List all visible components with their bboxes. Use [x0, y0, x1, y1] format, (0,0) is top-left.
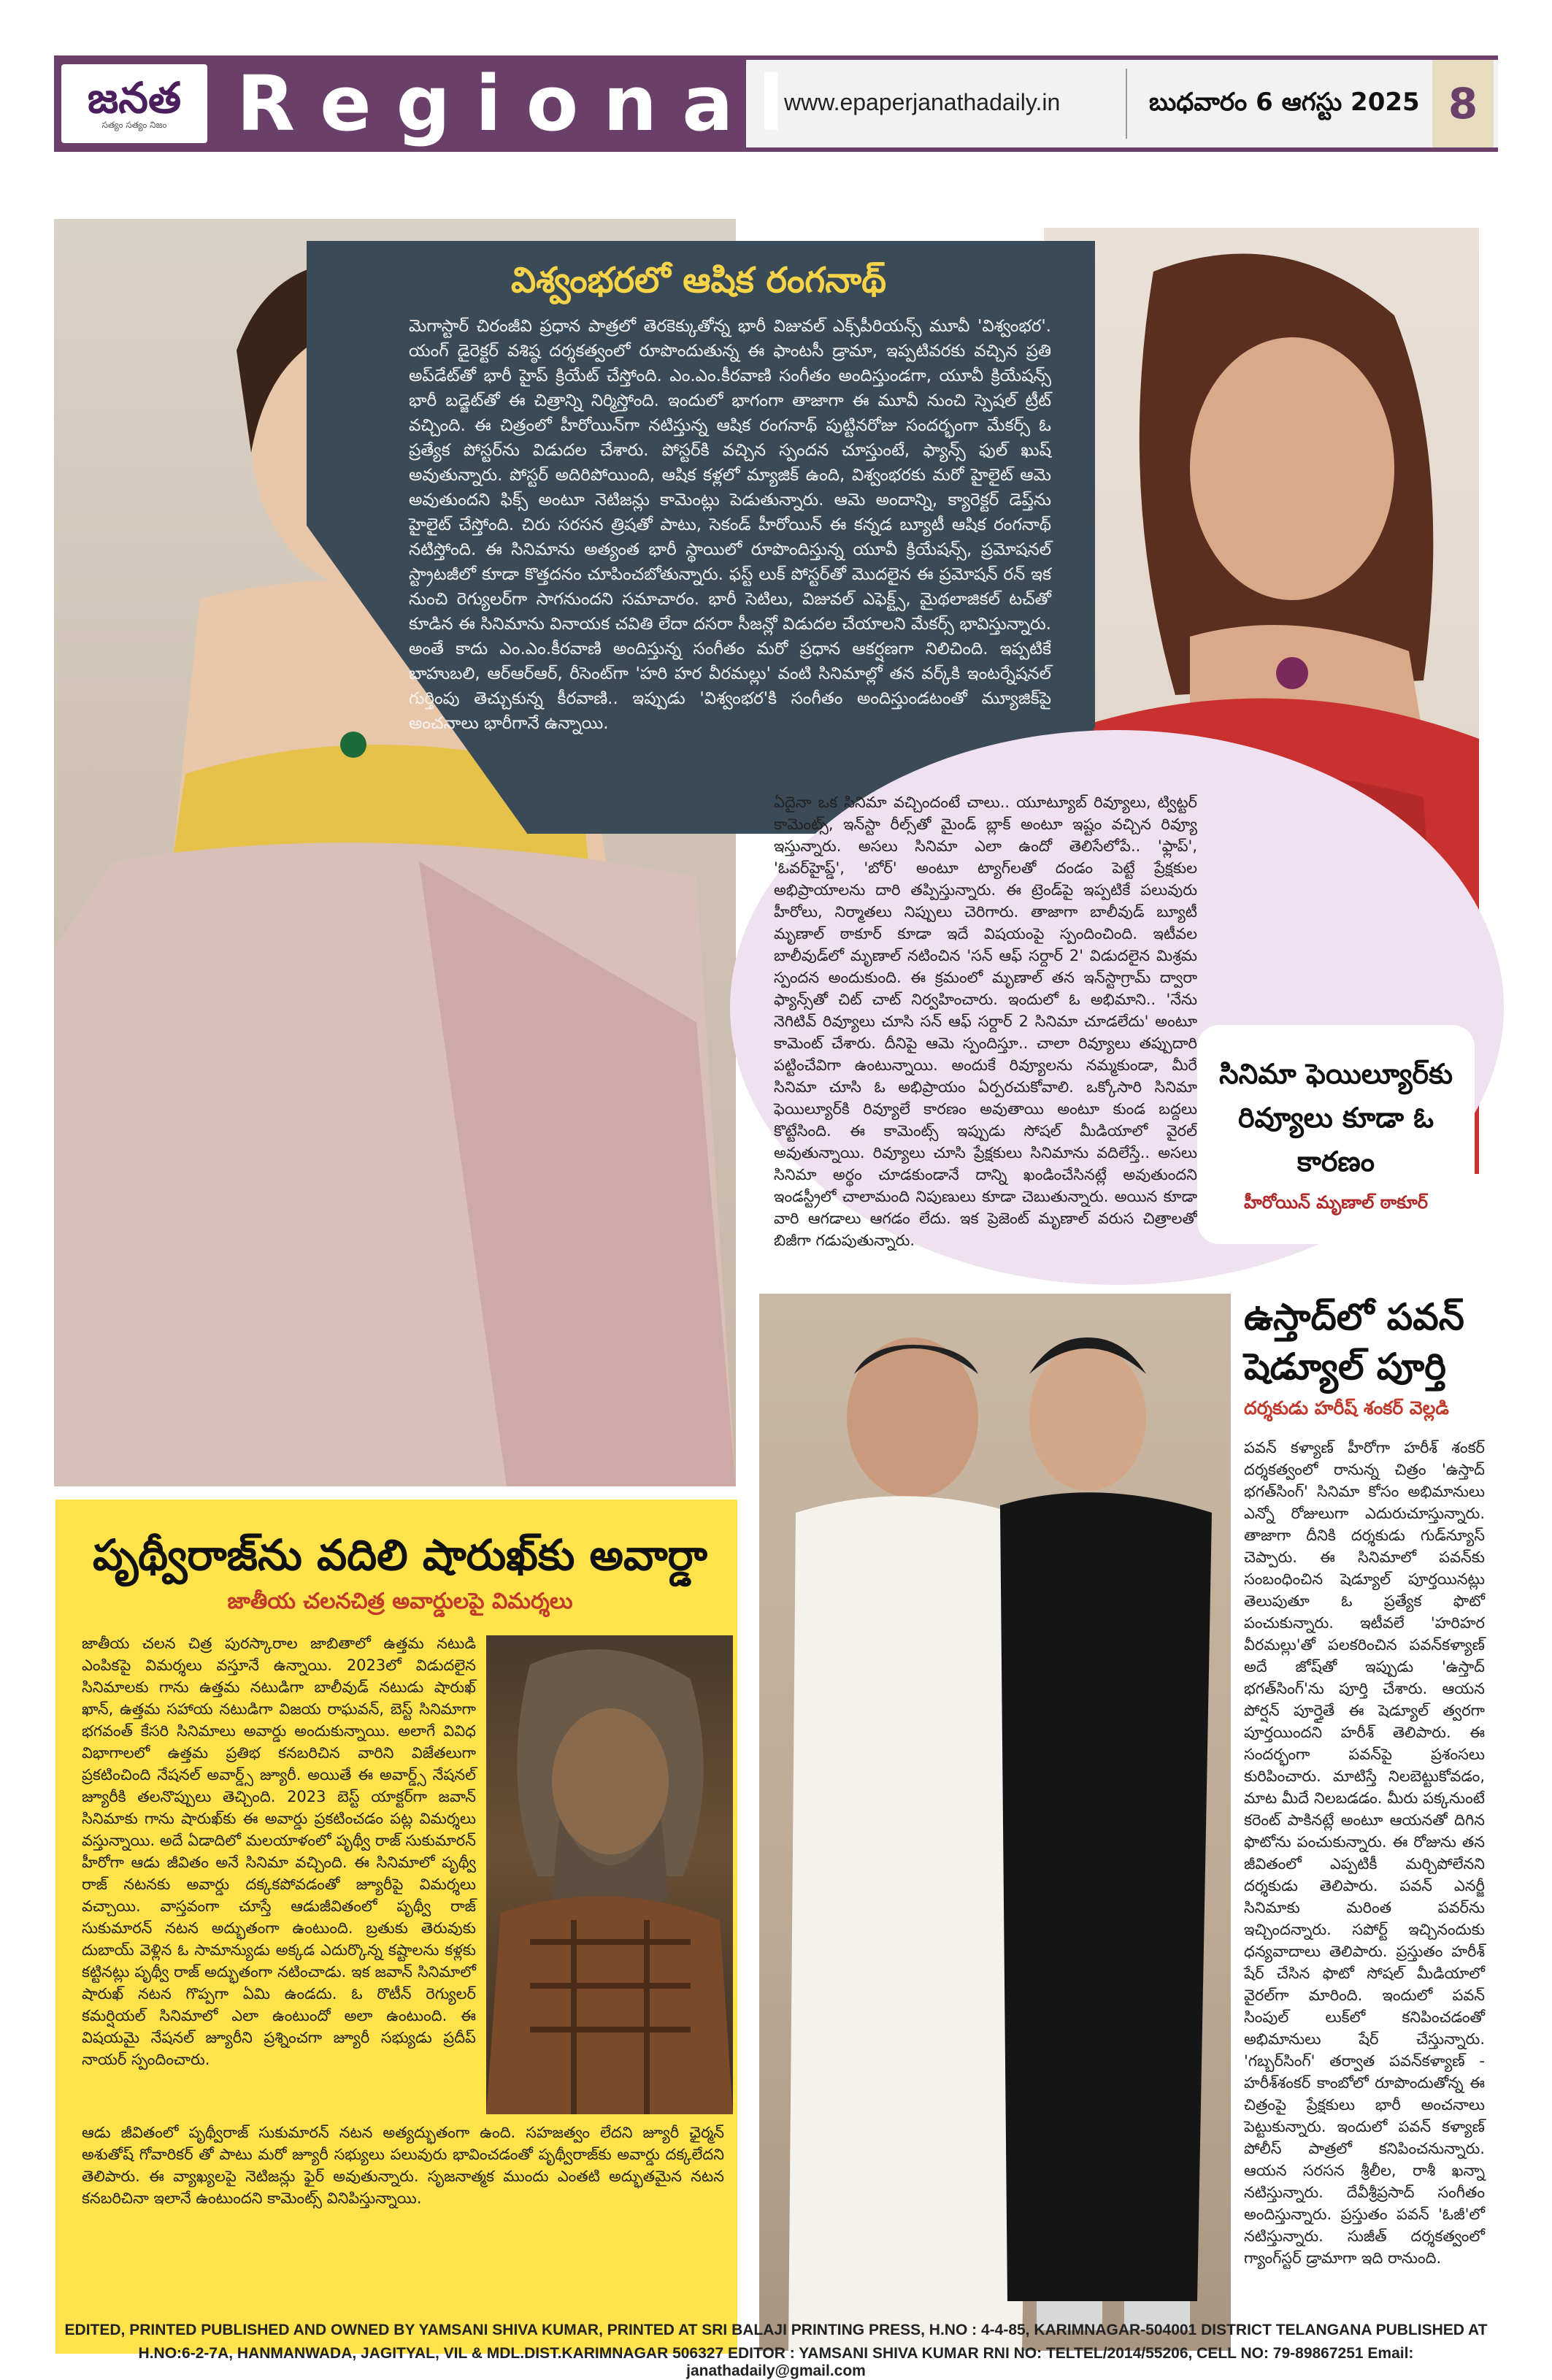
mrunal-headline-box[interactable]	[1197, 1025, 1475, 1244]
ashika-headline[interactable]: విశ్వంభరలో ఆషిక రంగనాథ్	[511, 260, 887, 301]
mrunal-article-body: ఏదైనా ఒక సినిమా వచ్చిందంటే చాలు.. యూట్యూబ్ రివ్యూలు, ట్విట్టర్ కామెంట్స్, ఇన్‌స్టా రీల్స్‌తో మైండ్ బ్లాక్ అంటూ ఇష్టం వచ్చిన రివ్యూ ఇస్తున్నారు. అసలు సినిమా ఎలా ఉందో తెలిసేలోపే.. 'ఫ్లాప్', 'ఓవర్‌హైప్డ్', 'బోర్' అంటూ ట్యాగ్‌లతో దండం పెట్టే ప్రేక్షకుల అభిప్రాయాలను దారి తప్పిస్తున్నారు. ఈ ట్రెండ్‌పై ఇప్పటికే పలువురు హీరోలు, నిర్మాతలు నిప్పులు చెరిగారు. తాజాగా బాలీవుడ్ బ్యూటీ మృణాల్ ఠాకూర్ కూడా ఇదే విషయంపై స్పందించింది. ఇటీవల బాలీవుడ్‌లో మృణాల్ నటించిన 'సన్ ఆఫ్ సర్దార్ 2' విడుదలైన మిశ్రమ స్పందన అందుకుంది. ఈ క్రమంలో మృణాల్ తన ఇన్‌స్టాగ్రామ్ ద్వారా ఫ్యాన్స్‌తో చిట్ చాట్ నిర్వహించారు. ఇందులో ఓ అభిమాని.. 'నేను నెగిటివ్ రివ్యూలు చూసి సన్ ఆఫ్ సర్దార్ 2 సినిమా చూడలేదు' అంటూ కామెంట్ చేశారు. దీనిపై ఆమె స్పందిస్తూ.. చాలా రివ్యూలు తప్పుదారి పట్టించేవిగా ఉంటున్నాయి. అందుకే రివ్యూలను నమ్మకుండా, మీరే సినిమా చూసి ఓ అభిప్రాయం ఏర్పరచుకోవాలి. ఒక్కోసారి సినిమా ఫెయిల్యూర్‌కి రివ్యూలే కారణం అవుతాయి అంటూ కుండ బద్దలు కొట్టేసింది. ఈ కామెంట్స్ ఇప్పుడు సోషల్ మీడియాలో వైరల్ అవుతున్నాయి. రివ్యూలు చూసి ప్రేక్షకులు సినిమాను వదిలేస్తే.. అసలు సినిమా అర్థం చూడకుండానే దాన్ని ఖండించేసినట్లే అవుతుందని ఇండస్ట్రీలో చాలామంది నిపుణులు కూడా చెబుతున్నారు. అయిన కూడా వారి ఆగడాలు ఆగడం లేదు. ఇక ప్రెజెంట్ మృణాల్ వరుస చిత్రాలతో బిజీగా గడుపుతున్నారు.	[774, 794, 1197, 1249]
pawan-subheadline: దర్శకుడు హరీష్ శంకర్ వెల్లడి	[1244, 1397, 1449, 1419]
section-title: Regional	[237, 59, 810, 148]
prithvi-headline[interactable]: పృథ్వీరాజ్‌ను వదిలి షారుఖ్‌కు అవార్డా	[92, 1530, 707, 1580]
logo-tagline: సత్యం సత్యం నిజం	[101, 119, 167, 130]
mrunal-headline: సినిమా ఫెయిల్యూర్‌కు రివ్యూలు కూడా ఓ కారణం	[1218, 1058, 1453, 1178]
imprint-line-2: H.NO:6-2-7A, HANMANWADA, JAGITYAL, VIL & MDL.DIST.KARIMNAGAR 506327 EDITOR : YAMSANI SHIVA KUMAR RNI NO: TELTEL/2014/55206, CELL NO: 79-89867251 Email: janathadaily@gmail.com	[138, 2345, 1414, 2379]
mrunal-subheadline: హీరోయిన్ మృణాల్ ఠాకూర్	[1243, 1192, 1429, 1213]
prithvi-photo-illustration	[486, 1635, 733, 2114]
logo-text: జనత	[87, 72, 182, 123]
pawan-photo-illustration	[759, 1294, 1231, 2351]
ashika-article-body: మెగాస్టార్ చిరంజీవి ప్రధాన పాత్రలో తెరకెక్కుతోన్న భారీ విజువల్ ఎక్స్‌పీరియన్స్ మూవీ 'విశ్వంభర'. యంగ్ డైరెక్టర్ వశిష్ఠ దర్శకత్వంలో రూపొందుతున్న ఈ ఫాంటసీ డ్రామా, ఇప్పటివరకు వచ్చిన ప్రతి అప్‌డేట్‌తో భారీ హైప్ క్రియేట్ చేస్తోంది. ఎం.ఎం.కీరవాణి సంగీతం అందిస్తుండగా, యూవీ క్రియేషన్స్ భారీ బడ్జెట్‌తో ఈ చిత్రాన్ని నిర్మిస్తోంది. ఇందులో భాగంగా తాజాగా ఈ మూవీ నుంచి స్పెషల్ ట్రీట్ వచ్చింది. ఈ చిత్రంలో హీరోయిన్‌గా నటిస్తున్న ఆషిక రంగనాథ్ పుట్టినరోజు సందర్భంగా మేకర్స్ ఓ ప్రత్యేక పోస్టర్‌ను విడుదల చేశారు. పోస్టర్‌కి వచ్చిన స్పందన చూస్తుంటే, ఫ్యాన్స్ ఫుల్ ఖుష్ అవుతున్నారు. పోస్టర్ అదిరిపోయింది, ఆషిక కళ్లలో మ్యాజిక్ ఉంది, విశ్వంభరకు మరో హైలైట్ ఆమె అవుతుందని ఫిక్స్ అంటూ నెటిజన్లు కామెంట్లు పెడుతున్నారు. ఆమె అందాన్ని, క్యారెక్టర్ డెప్త్‌ను హైలైట్ చేస్తోంది. చిరు సరసన త్రిషతో పాటు, సెకండ్ హీరోయిన్ ఈ కన్నడ బ్యూటీ ఆషిక రంగనాథ్ నటిస్తోంది. ఈ సినిమాను అత్యంత భారీ స్థాయిలో రూపొందిస్తున్న యూవీ క్రియేషన్స్, ప్రమోషనల్ స్ట్రాటజీలో కూడా కొత్తదనం చూపించబోతున్నారు. ఫస్ట్ లుక్ పోస్టర్‌తో మొదలైన ఈ ప్రమోషన్ రన్ ఇక నుంచి రెగ్యులర్‌గా సాగనుందని సమాచారం. భారీ సెటిలు, విజువల్ ఎఫెక్ట్స్, మైథలాజికల్ టచ్‌తో కూడిన ఈ సినిమాను వినాయక చవితి లేదా దసరా సీజన్లో విడుదల చేయాలని మేకర్స్ భావిస్తున్నారు. అంతే కాదు ఎం.ఎం.కీరవాణి అందిస్తున్న సంగీతం మరో ప్రధాన ఆకర్షణగా నిలిచింది. ఇప్పటికే బాహుబలి, ఆర్ఆర్ఆర్, రీసెంట్‌గా 'హరి హర వీరమల్లు' వంటి సినిమాల్లో తన వర్క్‌కి ఇంటర్నేషనల్ గుర్తింపు తెచ్చుకున్న కీరవాణి.. ఇప్పుడు 'విశ్వంభర'కి సంగీతం అందిస్తుండటంతో మ్యూజిక్‌పై అంచనాలు భారీగానే ఉన్నాయి.	[409, 317, 1051, 733]
prithvi-subheadline: జాతీయ చలనచిత్ర అవార్డులపై విమర్శలు	[227, 1589, 573, 1614]
pawan-article-body: పవన్ కళ్యాణ్ హీరోగా హరీశ్ శంకర్ దర్శకత్వంలో రానున్న చిత్రం 'ఉస్తాద్ భగత్‌సింగ్' సినిమా కోసం అభిమానులు ఎన్నో రోజులుగా ఎదురుచూస్తున్నారు. తాజాగా దీనికి దర్శకుడు గుడ్‌న్యూస్ చెప్పారు. ఈ సినిమాలో పవన్‌కు సంబంధించిన షెడ్యూల్ పూర్తయినట్లు తెలుపుతూ ఓ ప్రత్యేక ఫొటో పంచుకున్నారు. ఇటీవలే 'హరిహర వీరమల్లు'తో పలకరించిన పవన్‌కళ్యాణ్ అదే జోష్‌తో ఇప్పుడు 'ఉస్తాద్ భగత్‌సింగ్'ను పూర్తి చేశారు. ఆయన పోర్షన్ పూర్తైతే ఈ షెడ్యూల్ త్వరగా పూర్తయిందని హరీశ్ తెలిపారు. ఈ సందర్భంగా పవన్‌పై ప్రశంసలు కురిపించారు. మాటిస్తే నిలబెట్టుకోవడం, మాట మీదే నిలబడడం. మీరు పక్కనుంటే కరెంట్ పాకినట్లే అంటూ ఆయనతో దిగిన ఫొటోను పంచుకున్నారు. ఈ రోజును తన జీవితంలో ఎప్పటికీ మర్చిపోలేనని దర్శకుడు తెలిపారు. పవన్ ఎనర్జీ సినిమాకు మరింత పవర్‌ను ఇచ్చిందన్నారు. సపోర్ట్ ఇచ్చినందుకు ధన్యవాదాలు తెలిపారు. ప్రస్తుతం హరీశ్ షేర్ చేసిన ఫొటో సోషల్ మీడియాలో వైరల్‌గా మారింది. ఇందులో పవన్ సింపుల్ లుక్‌లో కనిపించడంతో అభిమానులు షేర్ చేస్తున్నారు. 'గబ్బర్‌సింగ్' తర్వాత పవన్‌కళ్యాణ్ - హరీశ్‌శంకర్ కాంబోలో రూపొందుతోన్న ఈ చిత్రంపై ప్రేక్షకులు భారీ అంచనాలు పెట్టుకున్నారు. ఇందులో పవన్ కళ్యాణ్ పోలీస్ పాత్రలో కనిపించనున్నారు. ఆయన సరసన శ్రీలీల, రాశీ ఖన్నా నటిస్తున్నారు. దేవీశ్రీప్రసాద్ సంగీతం అందిస్తున్నారు. ప్రస్తుతం పవన్ 'ఓజీ'లో నటిస్తున్నారు. సుజీత్ దర్శకత్వంలో గ్యాంగ్‌స్టర్ డ్రామాగా ఇది రానుంది.	[1244, 1439, 1485, 2267]
masthead-divider	[1126, 69, 1127, 139]
prithvi-article-body: జాతీయ చలన చిత్ర పురస్కారాల జాబితాలో ఉత్తమ నటుడి ఎంపికపై విమర్శలు వస్తూనే ఉన్నాయి. 2023లో విడుదలైన సినిమాలకు గాను ఉత్తమ నటుడిగా బాలీవుడ్ నటుడు షారుఖ్ ఖాన్, ఉత్తమ సహాయ నటుడిగా విజయ రాఘవన్, బెస్ట్ సినిమాగా భగవంత్ కేసరి సినిమాలు అవార్డు అందుకున్నాయి. అలాగే వివిధ విభాగాలలో ఉత్తమ ప్రతిభ కనబరిచిన వారిని విజేతలుగా ప్రకటించింది నేషనల్ అవార్డ్స్ జ్యూరీ. అయితే ఈ అవార్డ్స్ నేషనల్ జ్యూరీకి తలనొప్పులు తెచ్చింది. 2023 బెస్ట్ యాక్టర్‌గా జవాన్ సినిమాకు గాను షారుఖ్‌కు ఈ అవార్డు ప్రకటించడం పట్ల విమర్శలు వస్తున్నాయి. అదే ఏడాదిలో మలయాళంలో పృథ్వీ రాజ్ సుకుమారన్ హీరోగా ఆడు జీవితం అనే సినిమా వచ్చింది. ఈ సినిమాలో పృథ్వీ రాజ్ నటనకు అవార్డు దక్కకపోవడంతో జ్యూరీపై విమర్శలు వచ్చాయి. వాస్తవంగా చూస్తే ఆడుజీవితంలో పృథ్వీ రాజ్ సుకుమారన్ నటన అద్భుతంగా ఉంటుంది. బ్రతుకు తెరువుకు దుబాయ్ వెళ్లిన ఓ సామాన్యుడు అక్కడ ఎదుర్కొన్న కష్టాలను కళ్లకు కట్టినట్లు పృథ్వీ రాజ్ అద్భుతంగా నటించాడు. ఇక జవాన్ సినిమాలో షారుఖ్ నటన గొప్పగా ఏమి ఉండదు. ఓ రొటీన్ రెగ్యులర్ కమర్షియల్ సినిమాలో ఎలా ఉంటుందో అలా ఉంటుంది. ఈ విషయమై నేషనల్ జ్యూరీని ప్రశ్నించగా జ్యూరీ సభ్యుడు ప్రదీప్ నాయర్ స్పందించారు.	[82, 1635, 476, 2068]
masthead	[54, 55, 1498, 152]
website-url-link[interactable]: www.epaperjanathadaily.in	[784, 89, 1061, 115]
newspaper-logo[interactable]	[61, 64, 207, 143]
page-number-box	[1432, 60, 1494, 147]
page-number: 8	[1448, 79, 1478, 128]
pawan-headline[interactable]: ఉస్తాద్‌లో పవన్ షెడ్యూల్ పూర్తి	[1244, 1296, 1464, 1388]
pawan-harish-photo	[759, 1294, 1231, 2351]
prithvi-article-body-continued: ఆడు జీవితంలో పృథ్వీరాజ్ సుకుమారన్ నటన అత్యద్భుతంగా ఉంది. సహజత్వం లేదని జ్యూరీ ఛైర్మన్ అశుతోష్ గోవారికర్ తో పాటు మరో జ్యూరీ సభ్యులు పలువురు భావించడంతో పృథ్వీరాజ్‌కు అవార్డు దక్కలేదని తెలిపారు. ఈ వ్యాఖ్యలపై నెటిజన్లు ఫైర్ అవుతున్నారు. సృజనాత్మక ముందు ఎంతటి అద్భుతమైన నటన కనబరిచినా ఇలానే ఉంటుందని కామెంట్స్ వినిపిస్తున్నాయి.	[82, 2124, 724, 2207]
prithviraj-photo	[486, 1635, 733, 2114]
imprint-line-1: EDITED, PRINTED PUBLISHED AND OWNED BY YAMSANI SHIVA KUMAR, PRINTED AT SRI BALAJI PRINTING PRESS, H.NO : 4-4-85, KARIMNAGAR-504001 DISTRICT TELANGANA PUBLISHED AT	[64, 2322, 1488, 2338]
issue-date: బుధవారం 6 ఆగస్టు 2025	[1149, 88, 1420, 117]
